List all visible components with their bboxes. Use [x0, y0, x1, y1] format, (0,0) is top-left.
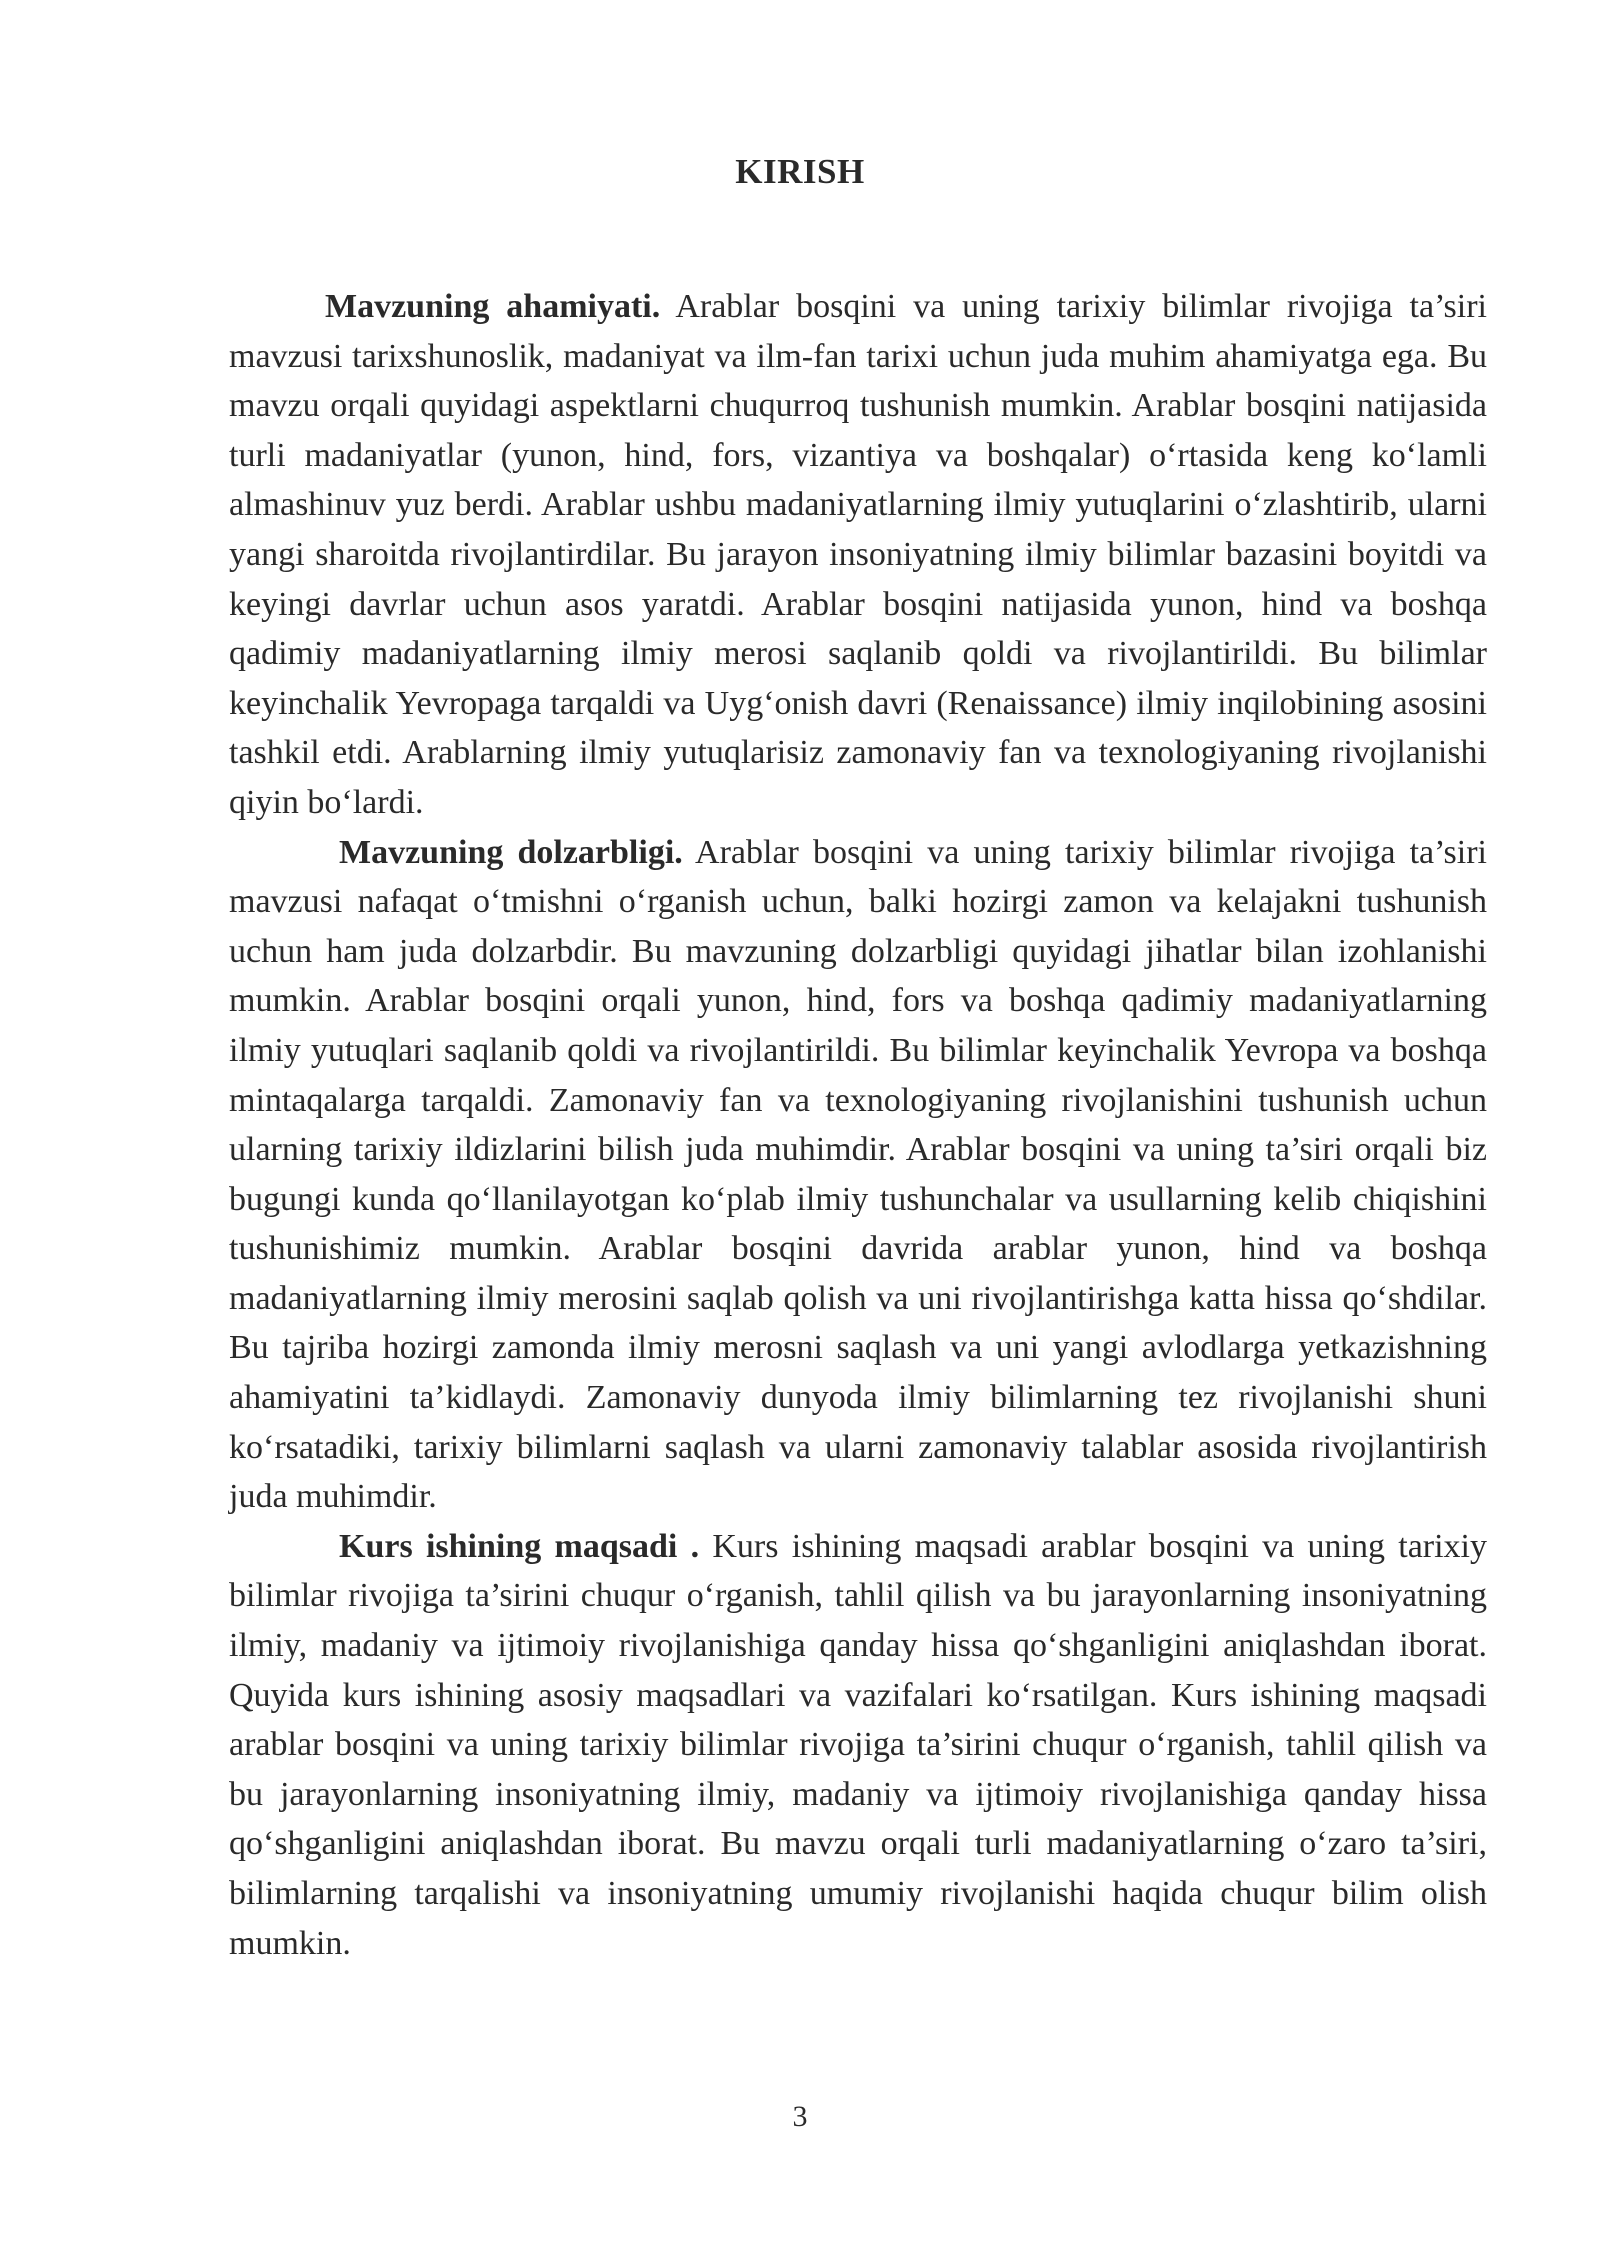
paragraph-lead: Kurs ishining maqsadi .	[339, 1527, 700, 1565]
paragraph-text: Arablar bosqini va uning tarixiy bilimlar rivojiga ta’siri mavzusi tarixshunoslik, madaniyat va ilm-fan tarixi uchun juda muhim ahamiyatga ega. Bu mavzu orqali quyidagi aspektlarni chuqurroq tushunish mumkin. Arablar bosqini natijasida turli madaniyatlar (yunon, hind, fors, vizantiya va boshqalar) o‘rtasida keng ko‘lamli almashinuv yuz berdi. Arablar ushbu madaniyatlarning ilmiy yutuqlarini o‘zlashtirib, ularni yangi sharoitda rivojlantirdilar. Bu jarayon insoniyatning ilmiy bilimlar bazasini boyitdi va keyingi davrlar uchun asos yaratdi. Arablar bosqini natijasida yunon, hind va boshqa qadimiy madaniyatlarning ilmiy merosi saqlanib qoldi va rivojlantirildi. Bu bilimlar keyinchalik Yevropaga tarqaldi va Uyg‘onish davri (Renaissance) ilmiy inqilobining asosini tashkil etdi. Arablarning ilmiy yutuqlarisiz zamonaviy fan va texnologiyaning rivojlanishi qiyin bo‘lardi.	[229, 288, 1487, 821]
body-text	[229, 282, 1487, 1968]
paragraph-maqsadi	[229, 1522, 1487, 1968]
paragraph-dolzarbligi	[229, 828, 1487, 1522]
paragraph-lead: Mavzuning dolzarbligi.	[339, 833, 683, 871]
page-title: KIRISH	[735, 152, 865, 191]
paragraph-text: Kurs ishining maqsadi arablar bosqini va uning tarixiy bilimlar rivojiga ta’sirini chuqur o‘rganish, tahlil qilish va bu jarayonlarning insoniyatning ilmiy, madaniy va ijtimoiy rivojlanishiga qanday hissa qo‘shganligini aniqlashdan iborat. Quyida kurs ishining asosiy maqsadlari va vazifalari ko‘rsatilgan. Kurs ishining maqsadi arablar bosqini va uning tarixiy bilimlar rivojiga ta’sirini chuqur o‘rganish, tahlil qilish va bu jarayonlarning insoniyatning ilmiy, madaniy va ijtimoiy rivojlanishiga qanday hissa qo‘shganligini aniqlashdan iborat. Bu mavzu orqali turli madaniyatlarning o‘zaro ta’siri, bilimlarning tarqalishi va insoniyatning umumiy rivojlanishi haqida chuqur bilim olish mumkin.	[229, 1527, 1488, 1962]
page-number: 3	[792, 2100, 808, 2133]
paragraph-text: Arablar bosqini va uning tarixiy bilimlar rivojiga ta’siri mavzusi nafaqat o‘tmishni o‘rganish uchun, balki hozirgi zamon va kelajakni tushunish uchun ham juda dolzarbdir. Bu mavzuning dolzarbligi quyidagi jihatlar bilan izohlanishi mumkin. Arablar bosqini orqali yunon, hind, fors va boshqa qadimiy madaniyatlarning ilmiy yutuqlari saqlanib qoldi va rivojlantirildi. Bu bilimlar keyinchalik Yevropa va boshqa mintaqalarga tarqaldi. Zamonaviy fan va texnologiyaning rivojlanishini tushunish uchun ularning tarixiy ildizlarini bilish juda muhimdir. Arablar bosqini va uning ta’siri orqali biz bugungi kunda qo‘llanilayotgan ko‘plab ilmiy tushunchalar va usullarning kelib chiqishini tushunishimiz mumkin. Arablar bosqini davrida arablar yunon, hind va boshqa madaniyatlarning ilmiy merosini saqlab qolish va uni rivojlantirishga katta hissa qo‘shdilar. Bu tajriba hozirgi zamonda ilmiy merosni saqlash va uni yangi avlodlarga yetkazishning ahamiyatini ta’kidlaydi. Zamonaviy dunyoda ilmiy bilimlarning tez rivojlanishi shuni ko‘rsatadiki, tarixiy bilimlarni saqlash va ularni zamonaviy talablar asosida rivojlantirish juda muhimdir.	[229, 833, 1487, 1516]
paragraph-lead: Mavzuning ahamiyati.	[325, 288, 661, 325]
paragraph-ahamiyati	[229, 282, 1487, 828]
